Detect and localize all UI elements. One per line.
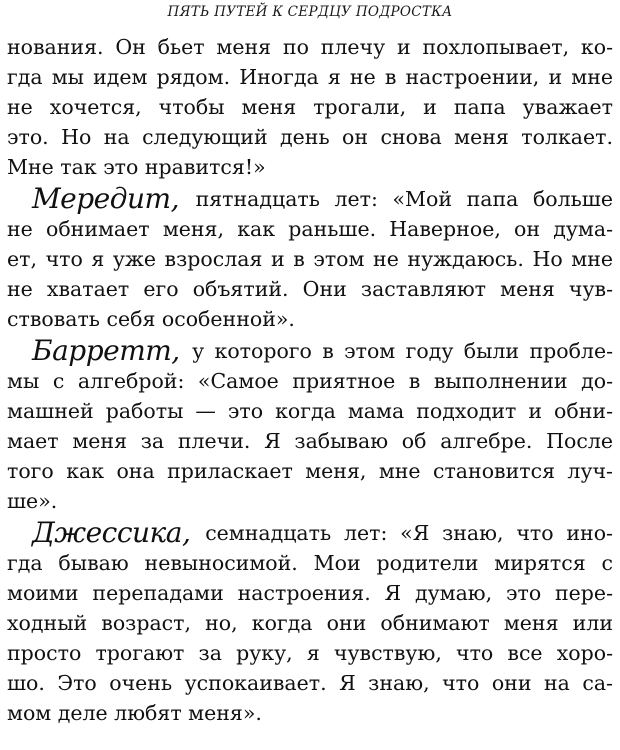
text-line: мы с алгеброй: «Самое приятное в выполнении до-	[7, 369, 613, 393]
text-line: это. Но на следующий день он снова меня толкает.	[7, 125, 613, 149]
text-line: не обнимает меня, как раньше. Наверное, он дума-	[7, 217, 613, 241]
first-line-text: семнадцать лет: «Я знаю, что ино-	[205, 521, 613, 545]
text-line: ствовать себя особенной».	[7, 307, 295, 331]
text-line: ет, что я уже взрослая и в этом не нуждаюсь. Но мне	[7, 247, 613, 271]
text-line: моими перепадами настроения. Я думаю, это пере-	[7, 581, 613, 605]
handwritten-name-meredith: Мередит,	[32, 182, 179, 215]
handwritten-name-barrett: Барретт,	[32, 334, 180, 367]
text-line: нования. Он бьет меня по плечу и похлопывает, ко-	[7, 35, 613, 59]
text-line: Мне так это нравится!»	[7, 155, 266, 179]
paragraph-first-line	[32, 518, 613, 548]
running-header: ПЯТЬ ПУТЕЙ К СЕРДЦУ ПОДРОСТКА	[167, 4, 453, 20]
text-line: ше».	[7, 489, 58, 513]
text-line: просто трогают за руку, я чувствую, что все хоро-	[7, 641, 613, 665]
text-line: гда мы идем рядом. Иногда я не в настроении, и мне	[7, 65, 613, 89]
first-line-text: у которого в этом году были пробле-	[192, 339, 613, 363]
text-line: гда бываю невыносимой. Мои родители мирятся с	[7, 551, 613, 575]
text-line: ходный возраст, но, когда они обнимают меня или	[7, 611, 613, 635]
first-line-text: пятнадцать лет: «Мой папа больше	[195, 187, 613, 211]
text-line: того как она приласкает меня, мне становится луч-	[7, 459, 613, 483]
text-line: шо. Это очень успокаивает. Я знаю, что они на са-	[7, 671, 613, 695]
handwritten-name-jessica: Джессика,	[32, 516, 191, 549]
text-line: машней работы — это когда мама подходит и обни-	[7, 399, 613, 423]
text-line: мает меня за плечи. Я забываю об алгебре. После	[7, 429, 613, 453]
paragraph-first-line	[32, 336, 613, 366]
text-line: мом деле любят меня».	[7, 701, 262, 725]
text-line: не хватает его объятий. Они заставляют меня чув-	[7, 277, 613, 301]
text-line: не хочется, чтобы меня трогали, и папа уважает	[7, 95, 613, 119]
paragraph-first-line	[32, 184, 613, 214]
